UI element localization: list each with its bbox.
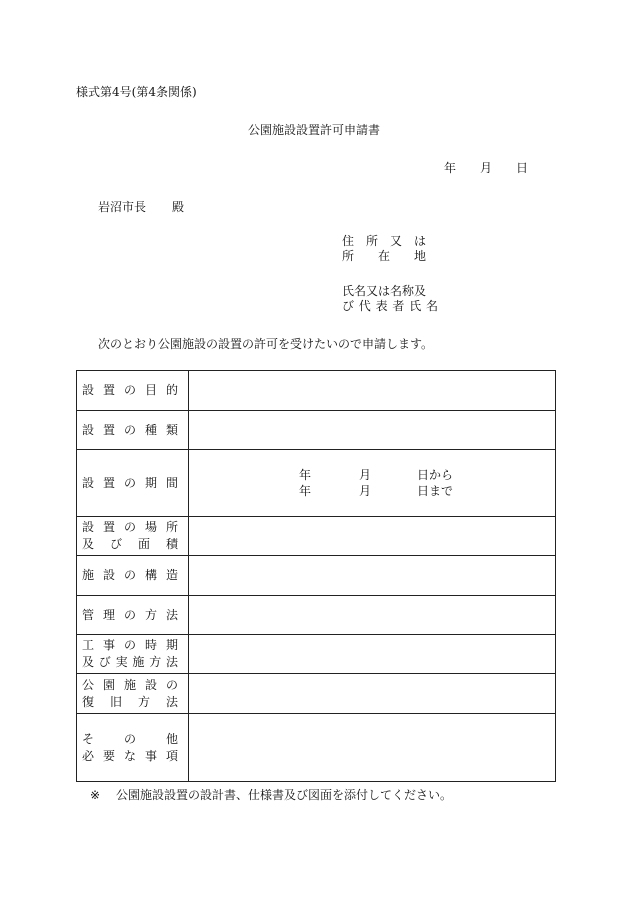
location-field[interactable] [189,517,556,556]
label-line: そ の 他 [82,731,178,746]
row-label-other [77,714,189,782]
label-line: 管 理 の 方 法 [82,607,178,622]
row-label-purpose [77,371,189,411]
period-from-day: 日から [417,468,454,482]
label-line: 必 要 な 事 項 [82,748,178,763]
date-year: 年 [444,161,457,175]
table-row [77,714,556,782]
table-row [77,517,556,556]
table-row [77,635,556,674]
document-title: 公園施設設置許可申請書 [248,123,381,137]
address-label-line-2: 所 在 地 [342,249,426,263]
label-line: 公 園 施 設 の [82,677,178,692]
intro-text: 次のとおり公園施設の設置の許可を受けたいので申請します。 [98,337,434,351]
table-row [77,450,556,517]
period-to-day: 日まで [417,484,454,498]
label-line: 及 び 面 積 [82,537,178,551]
label-line: 施 設 の 構 造 [82,568,178,582]
row-label-type [77,411,189,450]
table-row [77,674,556,714]
period-from-year: 年 [299,468,312,482]
form-number: 様式第4号(第4条関係) [76,85,197,99]
period-from-month: 月 [359,468,372,482]
period-to-month: 月 [359,484,372,498]
application-form-table [76,370,556,782]
name-label-line-2: び 代 表 者 氏 名 [342,299,438,313]
table-row [77,596,556,635]
label-line: 設 置 の 期 間 [82,475,178,490]
addressee-honorific: 殿 [172,200,185,214]
address-label-line-1: 住 所 又 は [342,234,426,248]
row-label-restoration [77,674,189,714]
purpose-field[interactable] [189,371,556,411]
type-field[interactable] [189,411,556,450]
period-lines [299,450,453,516]
period-from [299,468,453,482]
label-line: 設 置 の 目 的 [82,383,178,397]
other-field[interactable] [189,714,556,782]
date-month: 月 [480,161,493,175]
row-label-construction [77,635,189,674]
label-line: 設 置 の 種 類 [82,422,178,437]
management-field[interactable] [189,596,556,635]
label-line: 復 旧 方 法 [82,694,178,709]
period-to [299,484,453,498]
name-label-line-1: 氏名又は名称及 [342,284,427,298]
restoration-field[interactable] [189,674,556,714]
label-line: 設 置 の 場 所 [82,520,178,534]
label-line: 工 事 の 時 期 [82,638,178,652]
period-to-year: 年 [299,484,312,498]
note-mark: ※ [90,788,101,802]
label-line: 及 び 実 施 方 法 [82,655,178,669]
row-label-structure [77,556,189,596]
date-day: 日 [516,161,529,175]
row-label-period [77,450,189,517]
structure-field[interactable] [189,556,556,596]
note-text: 公園施設設置の設計書、仕様書及び図面を添付してください。 [116,788,453,802]
addressee-name: 岩沼市長 [98,200,147,214]
table-row [77,411,556,450]
row-label-location [77,517,189,556]
period-field[interactable] [189,450,556,517]
row-label-management [77,596,189,635]
table-row [77,556,556,596]
construction-field[interactable] [189,635,556,674]
table-row [77,371,556,411]
